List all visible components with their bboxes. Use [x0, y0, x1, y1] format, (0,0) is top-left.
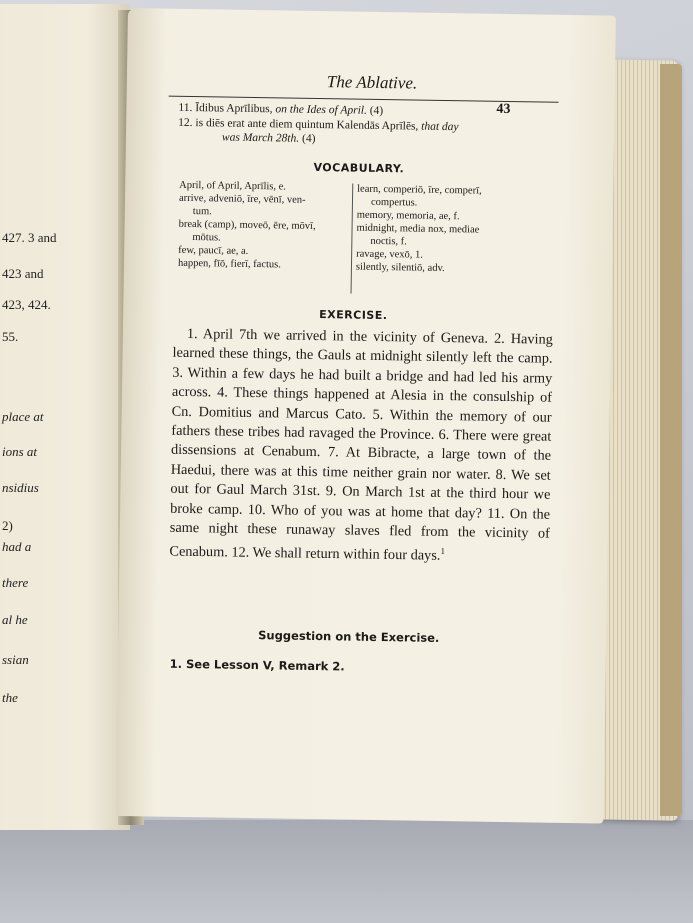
example-line [178, 102, 383, 117]
left-page-line: 55. [2, 329, 19, 344]
example-line [178, 117, 459, 133]
left-page-line: 2) [2, 518, 13, 533]
left-page-line: 427. 3 and [2, 230, 57, 245]
vocabulary-title: VOCABULARY. [313, 160, 405, 176]
example-latin: is diēs erat ante diem quintum Kalendās Aprīlēs, [195, 117, 419, 133]
running-head: The Ablative. [326, 72, 418, 93]
right-page [115, 8, 616, 824]
example-english: on the Ides of April. [275, 103, 367, 117]
left-page-line: ions at [2, 444, 38, 459]
left-page [0, 4, 130, 830]
exercise-title: EXERCISE. [319, 308, 388, 323]
left-page-line: there [2, 575, 29, 590]
left-page-line: 423 and [2, 266, 44, 281]
left-page-line: place at [2, 409, 44, 424]
vocab-entry: learn, comperiō, īre, comperī, [357, 183, 482, 197]
vocab-entry: memory, memoria, ae, f. [356, 209, 460, 223]
vocab-entry: noctis, f. [370, 235, 407, 248]
vocabulary-left-column [178, 179, 353, 273]
left-page-line: al he [2, 612, 28, 627]
left-page-line: nsidius [2, 480, 39, 495]
example-number: 11. [178, 101, 193, 115]
example-english: was March 28th. [221, 131, 300, 145]
vocab-entry: break (camp), moveō, ēre, mōvī, [178, 218, 316, 232]
vocab-entry: midnight, media nox, mediae [356, 222, 480, 236]
table-shadow [0, 820, 693, 923]
left-page-line: ssian [2, 652, 29, 667]
vocab-entry: few, paucī, ae, a. [178, 244, 249, 257]
vocab-entry: April, of April, Aprīlis, e. [179, 179, 287, 193]
left-page-line: 423, 424. [2, 297, 51, 312]
suggestion-title: Suggestion on the Exercise. [258, 628, 440, 645]
book-cover-edge [660, 64, 682, 816]
vocab-entry: ravage, vexō, 1. [356, 248, 424, 261]
page-number: 43 [496, 101, 511, 118]
exercise-body [169, 325, 553, 569]
footnote-mark: 1 [440, 546, 446, 557]
vocab-entry: arrive, adveniō, īre, vēnī, ven- [178, 192, 306, 206]
example-latin: Īdibus Aprīlibus, [195, 102, 273, 116]
vocab-entry: happen, fīō, fierī, factus. [177, 257, 281, 271]
example-line [222, 131, 316, 144]
vocab-entry: silently, silentiō, adv. [355, 261, 445, 275]
vocab-entry: mōtus. [192, 232, 221, 244]
exercise-text: 1. April 7th we arrived in the vicinity of Geneva. 2. Having learned these things, the Gauls at midnight silently left the camp. 3. Within a few days he had built a bridge and had led his army across. 4. These things happened at Alesia in the consulship of Cn. Domitius and Marcus Cato. 5. Within the memory of our fathers these tribes had ravaged the Province. 6. There were great dissensions at Cenabum. 7. At Bibracte, a large town of the Haedui, there was at this time neither grain nor water. 8. We set out for Gaul March 31st. 9. On March 1st at the third hour we broke camp. 10. Who of you was at home that day? 11. On the same night these runaway slaves fled from the vicinity of Cenabum. 12. We shall return within four days. [169, 325, 553, 565]
example-ref: (4) [301, 132, 316, 145]
left-page-line: the [2, 690, 18, 705]
suggestion-item: 1. See Lesson V, Remark 2. [169, 656, 345, 674]
example-ref: (4) [369, 104, 384, 118]
vocab-entry: compertus. [370, 196, 418, 209]
example-number: 12. [178, 116, 193, 130]
example-english: that day [421, 120, 459, 134]
left-page-line: had a [2, 539, 32, 554]
vocab-entry: tum. [192, 206, 212, 218]
vocabulary-right-column [356, 183, 547, 277]
